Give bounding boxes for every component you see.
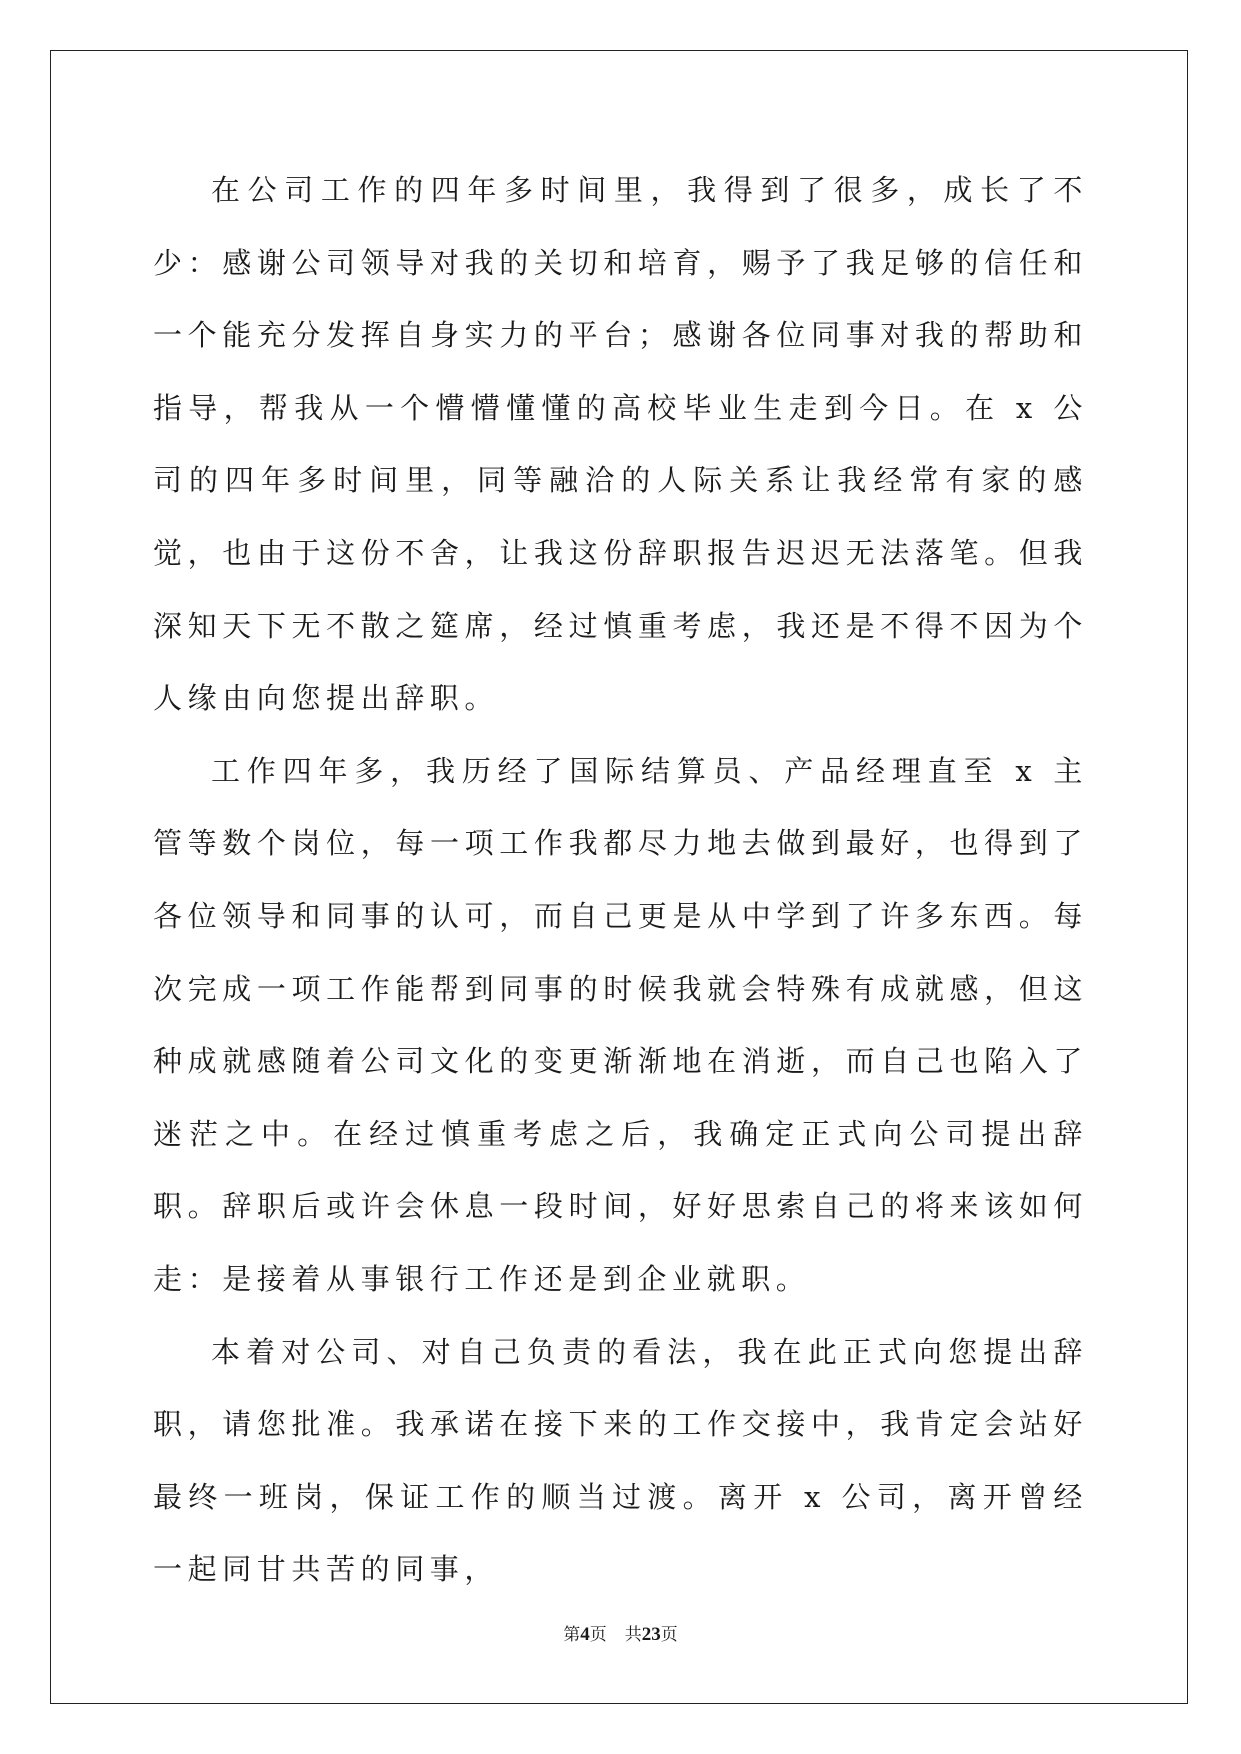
total-suffix: 页 (660, 1625, 678, 1645)
page-footer (0, 1620, 1241, 1646)
paragraph: 在公司工作的四年多时间里，我得到了很多，成长了不少：感谢公司领导对我的关切和培育，赐予了我足够的信任和一个能充分发挥自身实力的平台；感谢各位同事对我的帮助和指导，帮我从一个懵懵懂懂的高校毕业生走到今日。在 x 公司的四年多时间里，同等融洽的人际关系让我经常有家的感觉，也由于这份不舍，让我这份辞职报告迟迟无法落笔。但我深知天下无不散之筵席，经过慎重考虑，我还是不得不因为个人缘由向您提出辞职。 (153, 173, 1088, 716)
total-prefix: 共 (624, 1625, 642, 1645)
page-number: 4 (580, 1624, 590, 1645)
paragraph: 本着对公司、对自己负责的看法，我在此正式向您提出辞职，请您批准。我承诺在接下来的工作交接中，我肯定会站好最终一班岗，保证工作的顺当过渡。离开 x 公司，离开曾经一起同甘共苦的同事， (153, 1334, 1088, 1587)
page-prefix: 第 (563, 1625, 581, 1645)
total-pages: 23 (641, 1624, 661, 1645)
document-body (153, 154, 1088, 1606)
paragraph: 工作四年多，我历经了国际结算员、产品经理直至 x 主管等数个岗位，每一项工作我都尽力地去做到最好，也得到了各位领导和同事的认可，而自己更是从中学到了许多东西。每次完成一项工作能帮到同事的时候我就会特殊有成就感，但这种成就感随着公司文化的变更渐渐地在消逝，而自己也陷入了迷茫之中。在经过慎重考虑之后，我确定正式向公司提出辞职。辞职后或许会休息一段时间，好好思索自己的将来该如何走：是接着从事银行工作还是到企业就职。 (153, 753, 1088, 1296)
page-suffix: 页 (589, 1625, 607, 1645)
